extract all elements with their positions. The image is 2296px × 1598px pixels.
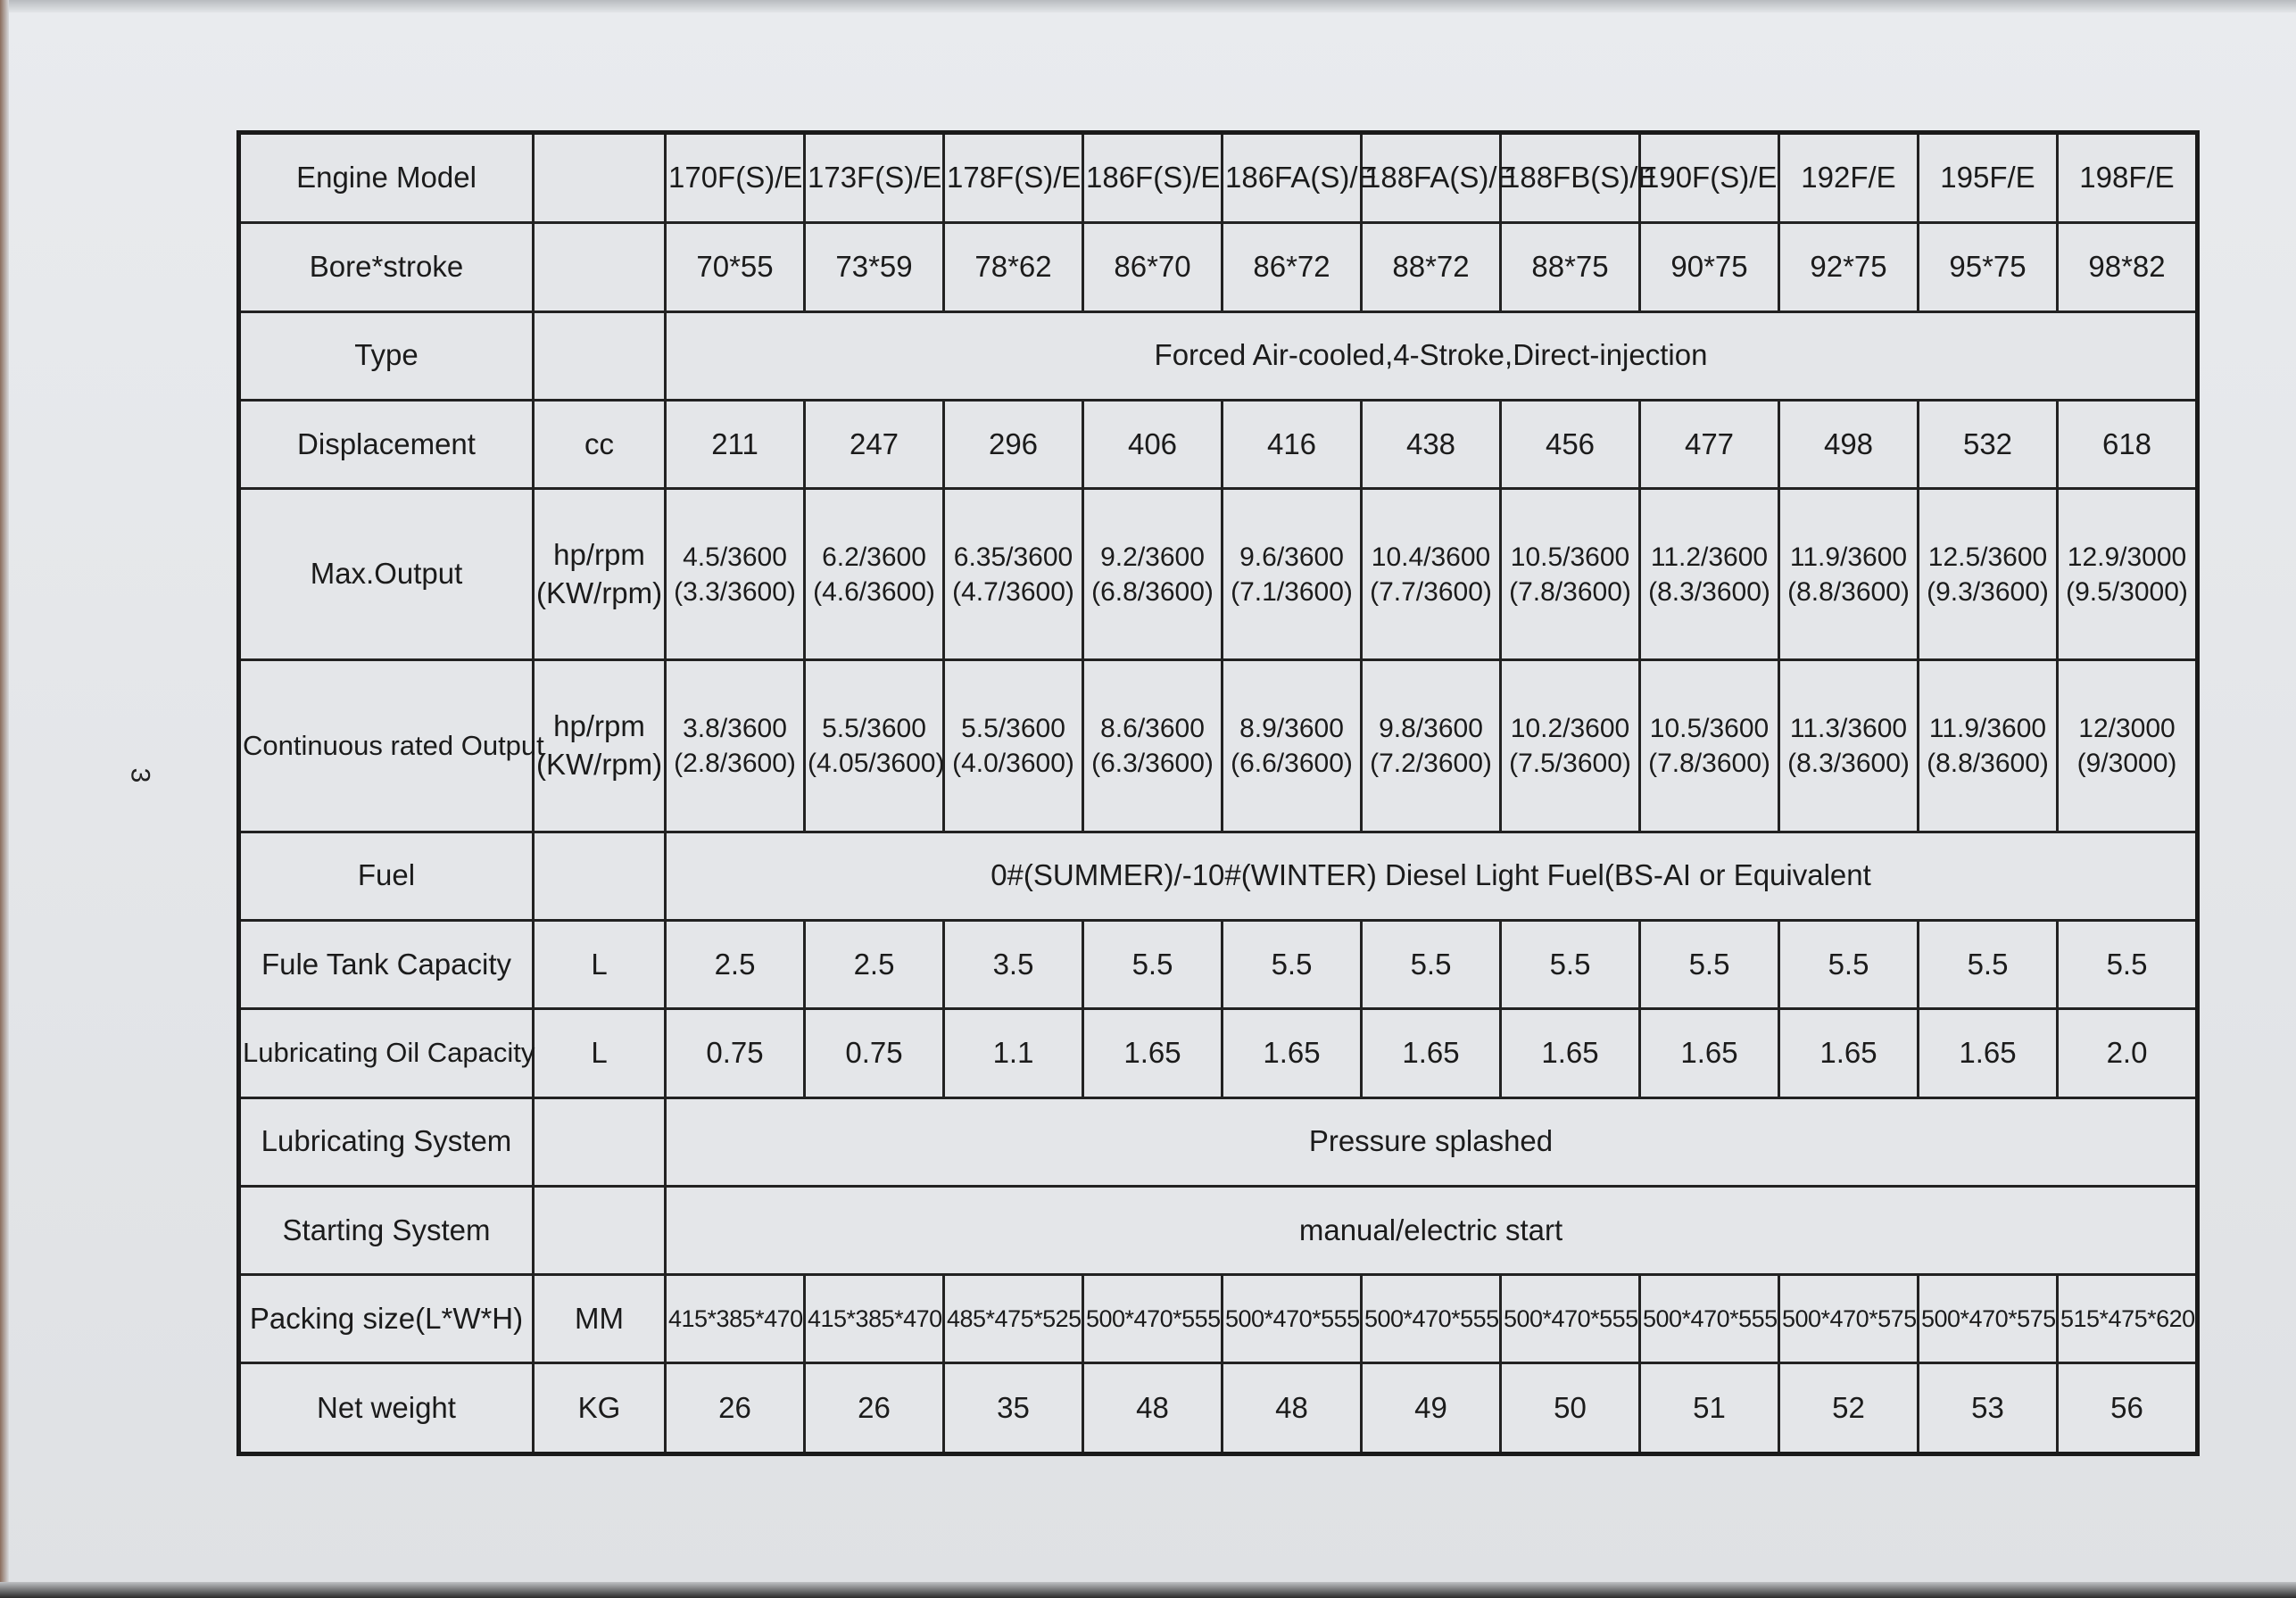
cell-line: 4.5/3600 xyxy=(683,542,787,572)
table-cell xyxy=(1501,489,1640,660)
table-cell: 88*75 xyxy=(1501,223,1640,311)
merged-cell: Forced Air-cooled,4-Stroke,Direct-injection xyxy=(666,311,2198,400)
model-header: 186FA(S)/E xyxy=(1223,133,1362,223)
table-cell xyxy=(805,660,944,832)
row-packing-size xyxy=(239,1275,2198,1363)
row-bore-stroke xyxy=(239,223,2198,311)
table-cell: 500*470*575 xyxy=(1779,1275,1919,1363)
row-max-output xyxy=(239,489,2198,660)
merged-cell: Pressure splashed xyxy=(666,1097,2198,1186)
row-label: Max.Output xyxy=(239,489,534,660)
row-net-weight xyxy=(239,1363,2198,1454)
table-cell xyxy=(1640,489,1779,660)
table-cell xyxy=(1223,489,1362,660)
cell-line: (7.5/3600) xyxy=(1509,749,1631,779)
cell-line: 9.6/3600 xyxy=(1239,542,1344,572)
row-starting-system xyxy=(239,1186,2198,1274)
table-cell: 415*385*470 xyxy=(805,1275,944,1363)
table-cell: 1.65 xyxy=(1640,1009,1779,1097)
page-edge-top xyxy=(0,0,2296,12)
table-cell xyxy=(944,660,1083,832)
cell-line: (7.8/3600) xyxy=(1509,576,1631,607)
cell-line: (4.6/3600) xyxy=(813,576,935,607)
table-cell: 53 xyxy=(1919,1363,2058,1454)
cell-line: 10.5/3600 xyxy=(1649,714,1770,744)
cell-line: 3.8/3600 xyxy=(683,714,787,744)
cell-line: 10.2/3600 xyxy=(1510,714,1630,744)
model-header: 195F/E xyxy=(1919,133,2058,223)
table-cell xyxy=(1362,660,1501,832)
row-label: Packing size(L*W*H) xyxy=(239,1275,534,1363)
table-cell: 95*75 xyxy=(1919,223,2058,311)
table-cell: 211 xyxy=(666,401,805,489)
model-header: 188FA(S)/E xyxy=(1362,133,1501,223)
table-cell: 477 xyxy=(1640,401,1779,489)
table-cell: 500*470*575 xyxy=(1919,1275,2058,1363)
table-cell: 500*470*555 xyxy=(1362,1275,1501,1363)
table-cell: 35 xyxy=(944,1363,1083,1454)
table-cell: 500*470*555 xyxy=(1501,1275,1640,1363)
cell-line: 10.5/3600 xyxy=(1510,542,1630,572)
table-cell: 26 xyxy=(666,1363,805,1454)
table-cell: 48 xyxy=(1223,1363,1362,1454)
row-label: Bore*stroke xyxy=(239,223,534,311)
table-cell: 500*470*555 xyxy=(1083,1275,1223,1363)
table-cell: 88*72 xyxy=(1362,223,1501,311)
table-cell xyxy=(1083,660,1223,832)
row-label: Starting System xyxy=(239,1186,534,1274)
model-header: 178F(S)/E xyxy=(944,133,1083,223)
table-cell: 5.5 xyxy=(1640,920,1779,1008)
cell-line: (7.8/3600) xyxy=(1648,749,1770,779)
row-unit xyxy=(534,1097,666,1186)
table-cell: 532 xyxy=(1919,401,2058,489)
table-cell: 5.5 xyxy=(1223,920,1362,1008)
table-cell: 406 xyxy=(1083,401,1223,489)
cell-line: (7.2/3600) xyxy=(1370,749,1492,779)
row-label: Net weight xyxy=(239,1363,534,1454)
table-cell: 26 xyxy=(805,1363,944,1454)
table-cell: 296 xyxy=(944,401,1083,489)
table-cell: 1.65 xyxy=(1919,1009,2058,1097)
table-cell: 98*82 xyxy=(2058,223,2198,311)
table-cell: 50 xyxy=(1501,1363,1640,1454)
cell-line: (7.1/3600) xyxy=(1231,576,1353,607)
table-cell: 1.65 xyxy=(1223,1009,1362,1097)
cell-line: 10.4/3600 xyxy=(1371,542,1491,572)
table-cell: 2.5 xyxy=(805,920,944,1008)
table-cell: 415*385*470 xyxy=(666,1275,805,1363)
row-type xyxy=(239,311,2198,400)
cell-line: (6.8/3600) xyxy=(1091,576,1214,607)
row-unit: L xyxy=(534,1009,666,1097)
row-label: Lubricating Oil Capacity xyxy=(239,1009,534,1097)
table-cell xyxy=(1223,660,1362,832)
model-header: 188FB(S)/E xyxy=(1501,133,1640,223)
cell-line: 11.2/3600 xyxy=(1650,542,1769,572)
cell-line: (2.8/3600) xyxy=(674,749,796,779)
unit-line: hp/rpm xyxy=(553,709,645,743)
row-label: Fuel xyxy=(239,832,534,920)
model-header: 198F/E xyxy=(2058,133,2198,223)
page-edge-left xyxy=(0,0,9,1598)
table-cell: 56 xyxy=(2058,1363,2198,1454)
table-cell: 49 xyxy=(1362,1363,1501,1454)
table-cell: 2.0 xyxy=(2058,1009,2198,1097)
cell-line: 11.9/3600 xyxy=(1789,542,1908,572)
table-cell: 90*75 xyxy=(1640,223,1779,311)
row-displacement xyxy=(239,401,2198,489)
cell-line: (6.3/3600) xyxy=(1091,749,1214,779)
cell-line: (8.3/3600) xyxy=(1787,749,1910,779)
table-cell: 515*475*620 xyxy=(2058,1275,2198,1363)
table-cell: 1.65 xyxy=(1083,1009,1223,1097)
table-cell: 2.5 xyxy=(666,920,805,1008)
table-cell: 5.5 xyxy=(1779,920,1919,1008)
table-cell: 3.5 xyxy=(944,920,1083,1008)
table-cell: 416 xyxy=(1223,401,1362,489)
cell-line: 6.35/3600 xyxy=(953,542,1073,572)
table-cell: 86*72 xyxy=(1223,223,1362,311)
row-fuel-tank xyxy=(239,920,2198,1008)
table-cell xyxy=(2058,489,2198,660)
table-cell xyxy=(666,489,805,660)
table-cell xyxy=(666,660,805,832)
row-lube-system xyxy=(239,1097,2198,1186)
table-cell: 1.65 xyxy=(1362,1009,1501,1097)
cell-line: (9/3000) xyxy=(2076,749,2177,779)
table-cell xyxy=(1083,489,1223,660)
table-cell: 52 xyxy=(1779,1363,1919,1454)
table-cell: 51 xyxy=(1640,1363,1779,1454)
row-unit: MM xyxy=(534,1275,666,1363)
table-cell xyxy=(944,489,1083,660)
table-cell: 5.5 xyxy=(1501,920,1640,1008)
table-cell: 0.75 xyxy=(666,1009,805,1097)
table-cell: 438 xyxy=(1362,401,1501,489)
engine-spec-table xyxy=(236,130,2200,1456)
row-unit xyxy=(534,223,666,311)
row-unit xyxy=(534,1186,666,1274)
table-cell: 485*475*525 xyxy=(944,1275,1083,1363)
cell-line: 9.8/3600 xyxy=(1379,714,1483,744)
page-edge-bottom xyxy=(0,1582,2296,1598)
table-cell xyxy=(1919,660,2058,832)
cell-line: (4.7/3600) xyxy=(952,576,1074,607)
row-label: Displacement xyxy=(239,401,534,489)
row-label: Lubricating System xyxy=(239,1097,534,1186)
table-cell xyxy=(1919,489,2058,660)
page-number: 3 xyxy=(125,767,155,783)
cell-line: (8.8/3600) xyxy=(1787,576,1910,607)
row-unit xyxy=(534,660,666,832)
table-cell: 48 xyxy=(1083,1363,1223,1454)
table-cell: 78*62 xyxy=(944,223,1083,311)
row-unit xyxy=(534,133,666,223)
merged-cell: 0#(SUMMER)/-10#(WINTER) Diesel Light Fuel(BS-AI or Equivalent xyxy=(666,832,2198,920)
table-cell xyxy=(1640,660,1779,832)
table-cell: 5.5 xyxy=(1362,920,1501,1008)
cell-line: 11.9/3600 xyxy=(1928,714,2047,744)
model-header: 190F(S)/E xyxy=(1640,133,1779,223)
cell-line: 8.6/3600 xyxy=(1100,714,1205,744)
cell-line: (8.3/3600) xyxy=(1648,576,1770,607)
row-label: Engine Model xyxy=(239,133,534,223)
table-cell: 1.65 xyxy=(1779,1009,1919,1097)
cell-line: (9.5/3000) xyxy=(2066,576,2188,607)
cell-line: (9.3/3600) xyxy=(1927,576,2049,607)
unit-line: (KW/rpm) xyxy=(536,575,663,609)
cell-line: 11.3/3600 xyxy=(1789,714,1908,744)
model-header: 192F/E xyxy=(1779,133,1919,223)
cell-line: (6.6/3600) xyxy=(1231,749,1353,779)
row-unit xyxy=(534,489,666,660)
table-cell: 0.75 xyxy=(805,1009,944,1097)
table-cell: 86*70 xyxy=(1083,223,1223,311)
row-fuel xyxy=(239,832,2198,920)
cell-line: (3.3/3600) xyxy=(674,576,796,607)
cell-line: 9.2/3600 xyxy=(1100,542,1205,572)
row-label: Continuous rated Output xyxy=(239,660,534,832)
row-unit: KG xyxy=(534,1363,666,1454)
table-cell xyxy=(1779,489,1919,660)
cell-line: (8.8/3600) xyxy=(1927,749,2049,779)
table-cell: 1.65 xyxy=(1501,1009,1640,1097)
model-header: 186F(S)/E xyxy=(1083,133,1223,223)
unit-line: hp/rpm xyxy=(553,538,645,572)
cell-line: 8.9/3600 xyxy=(1239,714,1344,744)
table-cell: 1.1 xyxy=(944,1009,1083,1097)
table-cell: 92*75 xyxy=(1779,223,1919,311)
table-cell: 70*55 xyxy=(666,223,805,311)
table-cell: 73*59 xyxy=(805,223,944,311)
row-engine-model xyxy=(239,133,2198,223)
row-unit xyxy=(534,832,666,920)
row-label: Fule Tank Capacity xyxy=(239,920,534,1008)
model-header: 170F(S)/E xyxy=(666,133,805,223)
table-cell: 500*470*555 xyxy=(1640,1275,1779,1363)
unit-line: (KW/rpm) xyxy=(536,748,663,782)
table-cell xyxy=(1779,660,1919,832)
cell-line: 5.5/3600 xyxy=(822,714,926,744)
row-unit xyxy=(534,311,666,400)
table-cell: 5.5 xyxy=(1083,920,1223,1008)
cell-line: 12/3000 xyxy=(2078,714,2176,744)
table-cell: 5.5 xyxy=(2058,920,2198,1008)
row-continuous-output xyxy=(239,660,2198,832)
cell-line: (4.0/3600) xyxy=(952,749,1074,779)
merged-cell: manual/electric start xyxy=(666,1186,2198,1274)
table-cell: 498 xyxy=(1779,401,1919,489)
row-label: Type xyxy=(239,311,534,400)
model-header: 173F(S)/E xyxy=(805,133,944,223)
table-cell: 5.5 xyxy=(1919,920,2058,1008)
table-cell: 456 xyxy=(1501,401,1640,489)
table-cell xyxy=(805,489,944,660)
table-cell: 618 xyxy=(2058,401,2198,489)
table-cell xyxy=(1501,660,1640,832)
cell-line: 6.2/3600 xyxy=(822,542,926,572)
table-cell: 500*470*555 xyxy=(1223,1275,1362,1363)
cell-line: 12.9/3000 xyxy=(2067,542,2187,572)
table-cell xyxy=(1362,489,1501,660)
table-cell xyxy=(2058,660,2198,832)
cell-line: 5.5/3600 xyxy=(961,714,1065,744)
row-unit: cc xyxy=(534,401,666,489)
table-cell: 247 xyxy=(805,401,944,489)
row-lube-oil xyxy=(239,1009,2198,1097)
cell-line: 12.5/3600 xyxy=(1927,542,2048,572)
row-unit: L xyxy=(534,920,666,1008)
cell-line: (4.05/3600) xyxy=(808,749,945,779)
cell-line: (7.7/3600) xyxy=(1370,576,1492,607)
